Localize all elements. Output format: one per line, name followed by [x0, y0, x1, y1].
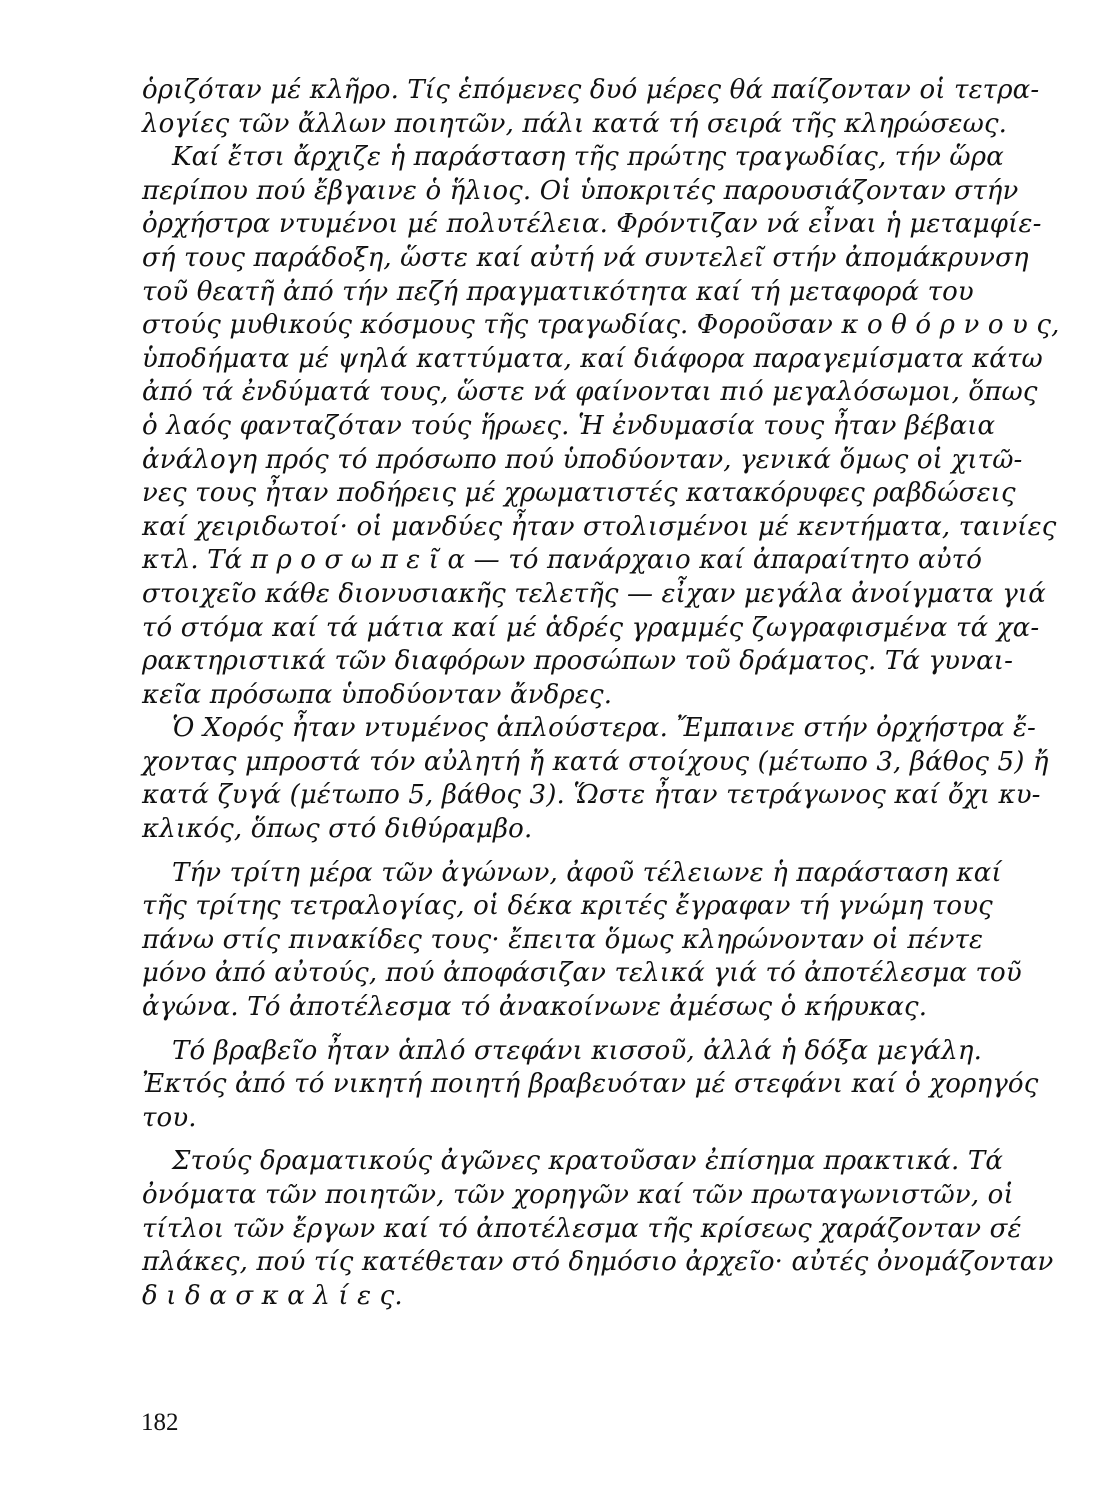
text-line: λογίες τῶν ἄλλων ποιητῶν, πάλι κατά τή σειρά τῆς κληρώσεως.: [142, 108, 1008, 139]
page-number: 182: [141, 1409, 179, 1436]
text-line: περίπου πού ἔβγαινε ὁ ἥλιος. Οἱ ὑποκριτές παρουσιάζονταν στήν: [142, 175, 1019, 206]
text-line: κατά ζυγά (μέτωπο 5, βάθος 3). Ὥστε ἦταν τετράγωνος καί ὄχι κυ-: [142, 780, 1041, 811]
text-line: χοντας μπροστά τόν αὐλητή ἤ κατά στοίχους (μέτωπο 3, βάθος 5) ἤ: [142, 746, 1049, 777]
text-line: ὀρχήστρα ντυμένοι μέ πολυτέλεια. Φρόντιζαν νά εἶναι ἡ μεταμφίε-: [142, 209, 1042, 240]
text-line: ὁριζόταν μέ κλῆρο. Τίς ἑπόμενες δυό μέρες θά παίζονταν οἱ τετρα-: [142, 75, 1040, 105]
text-line: ἀπό τά ἐνδύματά τους, ὥστε νά φαίνονται πιό μεγαλόσωμοι, ὅπως: [142, 377, 1038, 408]
paragraph-start-line: Καί ἔτσι ἄρχιζε ἡ παράσταση τῆς πρώτης τραγωδίας, τήν ὥρα: [172, 142, 1004, 173]
text-line: ὁ λαός φανταζόταν τούς ἥρωες. Ἡ ἐνδυμασία τους ἦταν βέβαια: [142, 410, 996, 441]
text-line: κλικός, ὅπως στό διθύραμβο.: [142, 814, 533, 845]
text-line: στοιχεῖο κάθε διονυσιακῆς τελετῆς — εἶχαν μεγάλα ἀνοίγματα γιά: [142, 578, 1046, 609]
text-line: κτλ. Τά π ρ ο σ ω π ε ῖ α — τό πανάρχαιο καί ἀπαραίτητο αὐτό: [142, 545, 983, 576]
body-text: [142, 74, 1060, 1313]
text-line: σή τους παράδοξη, ὥστε καί αὐτή νά συντελεῖ στήν ἀπομάκρυνση: [142, 242, 1029, 273]
text-line: ἀνάλογη πρός τό πρόσωπο πού ὑποδύονταν, γενικά ὅμως οἱ χιτῶ-: [142, 444, 1023, 475]
paragraph-start-line: Στούς δραματικούς ἀγῶνες κρατοῦσαν ἐπίσημα πρακτικά. Τά: [172, 1146, 1004, 1177]
text-line: ρακτηριστικά τῶν διαφόρων προσώπων τοῦ δράματος. Τά γυναι-: [142, 646, 1014, 677]
text-line: δ ι δ α σ κ α λ ί ε ς.: [142, 1280, 403, 1311]
text-line: τό στόμα καί τά μάτια καί μέ ἁδρές γραμμές ζωγραφισμένα τά χα-: [142, 612, 1040, 643]
text-line: πάνω στίς πινακίδες τους· ἔπειτα ὅμως κληρώνονταν οἱ πέντε: [142, 924, 984, 955]
paragraph-start-line: Ὁ Χορός ἦταν ντυμένος ἁπλούστερα. Ἔμπαινε στήν ὀρχήστρα ἔ-: [172, 713, 1036, 744]
text-line: μόνο ἀπό αὐτούς, πού ἀποφάσιζαν τελικά γιά τό ἀποτέλεσμα τοῦ: [142, 958, 1022, 989]
text-line: τοῦ θεατῆ ἀπό τήν πεζή πραγματικότητα καί τή μεταφορά του: [142, 276, 974, 307]
text-line: ὑποδήματα μέ ψηλά καττύματα, καί διάφορα παραγεμίσματα κάτω: [142, 343, 1043, 374]
text-line: νες τους ἦταν ποδήρεις μέ χρωματιστές κατακόρυφες ραβδώσεις: [142, 478, 1016, 509]
text-line: κεῖα πρόσωπα ὑποδύονταν ἄνδρες.: [142, 679, 613, 710]
text-line: τίτλοι τῶν ἔργων καί τό ἀποτέλεσμα τῆς κρίσεως χαράζονταν σέ: [142, 1213, 1022, 1244]
paragraph-start-line: Τό βραβεῖο ἦταν ἁπλό στεφάνι κισσοῦ, ἀλλά ἡ δόξα μεγάλη.: [172, 1035, 982, 1066]
text-line: του.: [142, 1102, 197, 1133]
text-line: Ἐκτός ἀπό τό νικητή ποιητή βραβευόταν μέ στεφάνι καί ὁ χορηγός: [142, 1069, 1039, 1100]
text-line: τῆς τρίτης τετραλογίας, οἱ δέκα κριτές ἔγραφαν τή γνώμη τους: [142, 891, 993, 922]
text-line: ἀγώνα. Τό ἀποτέλεσμα τό ἀνακοίνωνε ἀμέσως ὁ κήρυκας.: [142, 992, 928, 1023]
text-line: ὀνόματα τῶν ποιητῶν, τῶν χορηγῶν καί τῶν πρωταγωνιστῶν, οἱ: [142, 1180, 1014, 1210]
paragraph-start-line: Τήν τρίτη μέρα τῶν ἀγώνων, ἀφοῦ τέλειωνε ἡ παράσταση καί: [172, 857, 1002, 888]
text-line: καί χειριδωτοί· οἱ μανδύες ἦταν στολισμένοι μέ κεντήματα, ταινίες: [142, 511, 1057, 542]
text-line: στούς μυθικούς κόσμους τῆς τραγωδίας. Φοροῦσαν κ ο θ ό ρ ν ο υ ς,: [142, 310, 1060, 341]
text-line: πλάκες, πού τίς κατέθεταν στό δημόσιο ἀρχεῖο· αὐτές ὀνομάζονταν: [142, 1247, 1054, 1278]
